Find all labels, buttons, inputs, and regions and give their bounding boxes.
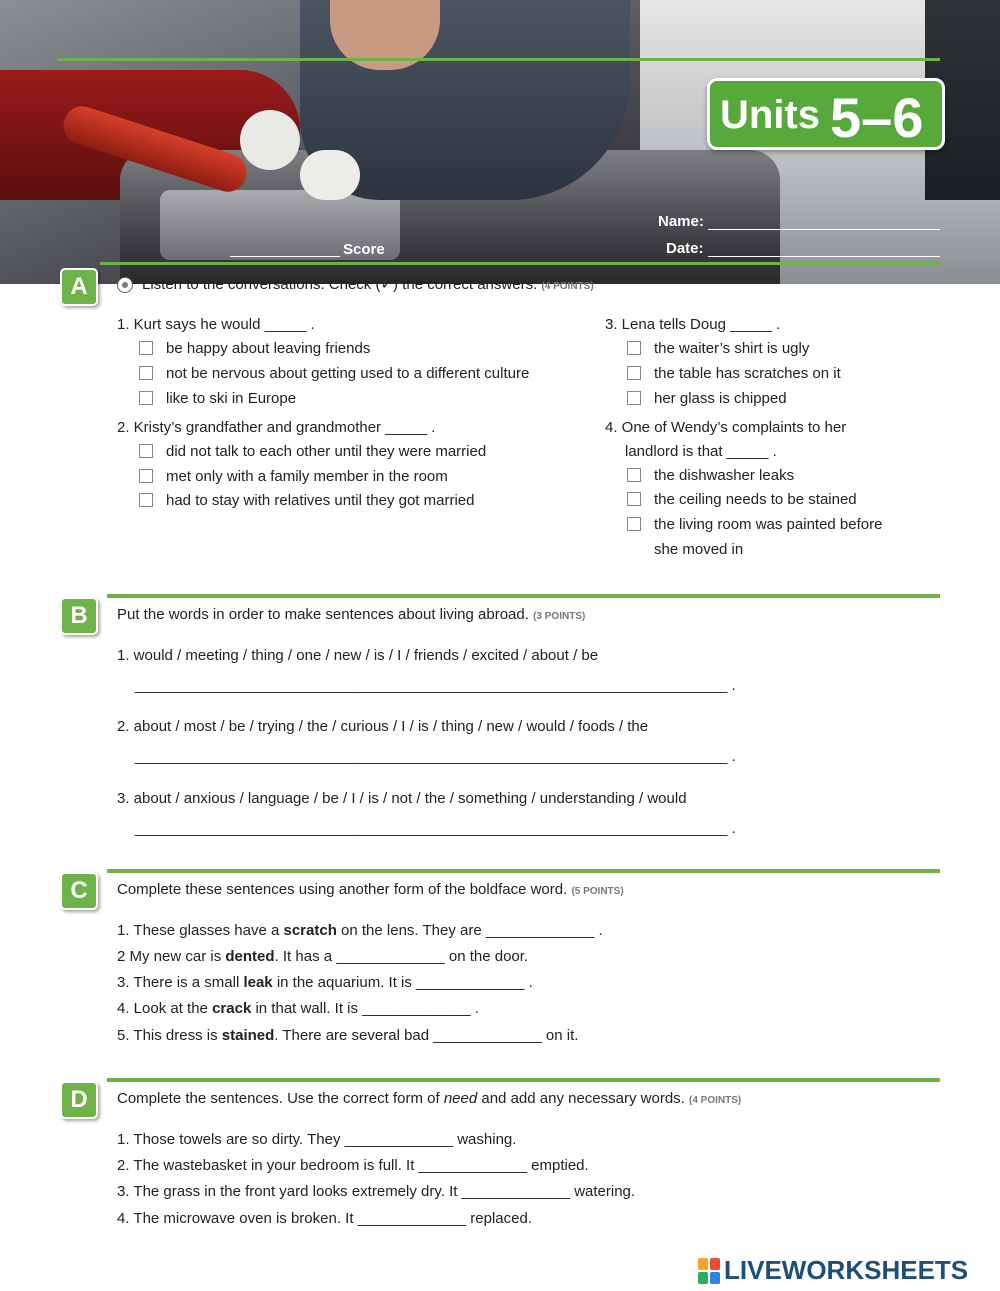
option-a3-1: the waiter’s shirt is ugly <box>654 340 810 357</box>
item-c2[interactable]: 2 My new car is dented. It has a _____________ on the door. <box>117 948 529 965</box>
item-b2-prompt: 2. about / most / be / trying / the / curious / I / is / thing / new / would / foods / the <box>117 718 649 735</box>
units-badge <box>707 78 945 150</box>
section-c-badge: C <box>60 872 98 910</box>
checkbox-a1-2[interactable] <box>139 366 153 380</box>
question-a1-stem: 1. Kurt says he would _____ . <box>117 316 315 333</box>
item-d3[interactable]: 3. The grass in the front yard looks extremely dry. It _____________ watering. <box>117 1183 636 1200</box>
audio-play-icon[interactable] <box>117 277 133 293</box>
question-a4-stem-continued: landlord is that _____ . <box>625 443 777 460</box>
option-a4-3-continued: she moved in <box>654 541 744 558</box>
date-label: Date: <box>666 240 704 257</box>
question-a4-stem: 4. One of Wendy’s complaints to her <box>605 419 847 436</box>
boldface-word: dented <box>225 948 275 965</box>
score-field[interactable] <box>230 256 340 257</box>
section-b-rule <box>107 594 940 598</box>
section-b-points: (3 POINTS) <box>533 611 586 622</box>
item-b2-answer-line[interactable]: _______________________________________________________________________ . <box>135 748 736 765</box>
boldface-word: scratch <box>283 922 337 939</box>
option-a1-3: like to ski in Europe <box>166 390 297 407</box>
score-label: Score <box>343 241 385 258</box>
item-d2[interactable]: 2. The wastebasket in your bedroom is full. It _____________ emptied. <box>117 1157 589 1174</box>
checkbox-a4-2[interactable] <box>627 492 641 506</box>
option-a3-2: the table has scratches on it <box>654 365 841 382</box>
section-c-instruction: Complete these sentences using another form of the boldface word. (5 POINTS) <box>117 881 624 898</box>
option-a2-1: did not talk to each other until they were married <box>166 443 487 460</box>
section-d-badge: D <box>60 1081 98 1119</box>
option-a4-2: the ceiling needs to be stained <box>654 491 857 508</box>
item-b3-prompt: 3. about / anxious / language / be / I / is / not / the / something / understanding / would <box>117 790 687 807</box>
option-a1-1: be happy about leaving friends <box>166 340 371 357</box>
checkbox-a2-1[interactable] <box>139 444 153 458</box>
section-a-points: (4 POINTS) <box>541 281 594 292</box>
boldface-word: leak <box>243 974 273 991</box>
boldface-word: crack <box>212 1000 252 1017</box>
checkbox-a4-3[interactable] <box>627 517 641 531</box>
option-a1-2: not be nervous about getting used to a different culture <box>166 365 530 382</box>
section-d-instruction: Complete the sentences. Use the correct form of need and add any necessary words. (4 POINTS) <box>117 1090 742 1107</box>
checkbox-a3-1[interactable] <box>627 341 641 355</box>
liveworksheets-logo[interactable]: LIVEWORKSHEETS <box>724 1255 969 1285</box>
checkbox-a2-2[interactable] <box>139 469 153 483</box>
option-a3-3: her glass is chipped <box>654 390 787 407</box>
item-d1[interactable]: 1. Those towels are so dirty. They _____________ washing. <box>117 1131 517 1148</box>
item-c4[interactable]: 4. Look at the crack in that wall. It is _____________ . <box>117 1000 479 1017</box>
section-b-instruction: Put the words in order to make sentences about living abroad. (3 POINTS) <box>117 606 586 623</box>
date-field[interactable] <box>708 256 940 257</box>
section-d-points: (4 POINTS) <box>689 1095 742 1106</box>
question-a2-stem: 2. Kristy’s grandfather and grandmother _____ . <box>117 419 436 436</box>
header-top-rule <box>58 58 940 61</box>
section-d-rule <box>107 1078 940 1082</box>
option-a2-3: had to stay with relatives until they got married <box>166 492 475 509</box>
checkbox-a1-1[interactable] <box>139 341 153 355</box>
option-a4-1: the dishwasher leaks <box>654 467 795 484</box>
liveworksheets-logo-icon <box>698 1258 720 1284</box>
photo-glove-left <box>240 110 300 170</box>
checkbox-a3-2[interactable] <box>627 366 641 380</box>
checkbox-a1-3[interactable] <box>139 391 153 405</box>
section-c-rule <box>107 869 940 873</box>
checkbox-a3-3[interactable] <box>627 391 641 405</box>
section-a-badge: A <box>60 268 98 306</box>
item-b1-prompt: 1. would / meeting / thing / one / new / is / I / friends / excited / about / be <box>117 647 599 664</box>
item-c1[interactable]: 1. These glasses have a scratch on the lens. They are _____________ . <box>117 922 603 939</box>
units-number: 5–6 <box>830 86 924 149</box>
option-a2-2: met only with a family member in the room <box>166 468 448 485</box>
item-b3-answer-line[interactable]: _______________________________________________________________________ . <box>135 820 736 837</box>
checkbox-a4-1[interactable] <box>627 468 641 482</box>
item-d4[interactable]: 4. The microwave oven is broken. It _____________ replaced. <box>117 1210 532 1227</box>
item-c3[interactable]: 3. There is a small leak in the aquarium. It is _____________ . <box>117 974 533 991</box>
boldface-word: stained <box>221 1027 275 1044</box>
question-a3-stem: 3. Lena tells Doug _____ . <box>605 316 781 333</box>
item-c5[interactable]: 5. This dress is stained. There are several bad _____________ on it. <box>117 1027 579 1044</box>
name-field[interactable] <box>708 229 940 230</box>
header-bottom-rule <box>100 262 940 265</box>
section-a-instruction: Listen to the conversations. Check (✓) the correct answers. (4 POINTS) <box>142 276 594 293</box>
checkbox-a2-3[interactable] <box>139 493 153 507</box>
item-b1-answer-line[interactable]: _______________________________________________________________________ . <box>135 677 736 694</box>
section-b-badge: B <box>60 597 98 635</box>
photo-glove-right <box>300 150 360 200</box>
units-word: Units <box>720 93 820 137</box>
name-label: Name: <box>658 213 704 230</box>
option-a4-3: the living room was painted before <box>654 516 883 533</box>
section-c-points: (5 POINTS) <box>571 886 624 897</box>
